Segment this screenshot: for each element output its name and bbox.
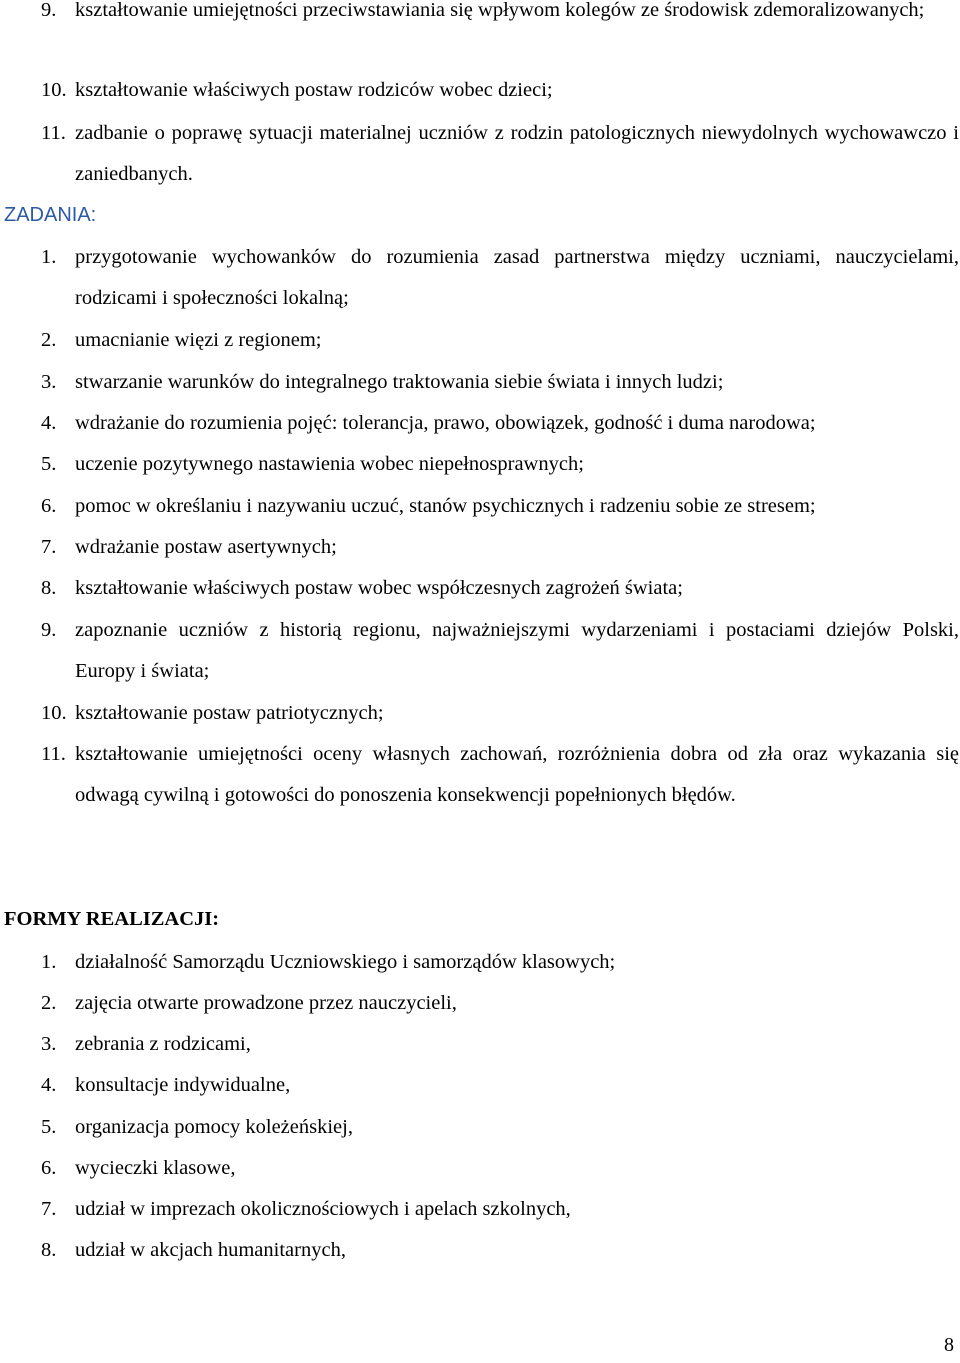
list-item bbox=[41, 362, 959, 403]
list-item-text: wycieczki klasowe, bbox=[75, 1157, 236, 1179]
list-item-text: konsultacje indywidualne, bbox=[75, 1074, 291, 1096]
list-item-text: zajęcia otwarte prowadzone przez nauczycieli, bbox=[75, 992, 457, 1014]
section-heading-zadania: ZADANIA: bbox=[4, 204, 97, 226]
list-item bbox=[41, 403, 959, 444]
list-item-number: 7. bbox=[41, 1198, 57, 1220]
list-item-text: wdrażanie do rozumienia pojęć: tolerancja, prawo, obowiązek, godność i duma narodowa; bbox=[75, 412, 816, 434]
list-item-text: udział w akcjach humanitarnych, bbox=[75, 1239, 346, 1261]
list-item-number: 4. bbox=[41, 412, 57, 434]
list-item-number: 9. bbox=[41, 0, 57, 21]
list-item-number: 10. bbox=[41, 79, 67, 101]
list-item bbox=[41, 1189, 959, 1230]
list-item-text: udział w imprezach okolicznościowych i apelach szkolnych, bbox=[75, 1198, 571, 1220]
section-heading-formy-realizacji: FORMY REALIZACJI: bbox=[4, 908, 220, 930]
list-item-text: umacnianie więzi z regionem; bbox=[75, 329, 322, 351]
list-item-number: 9. bbox=[41, 619, 57, 641]
list-item-text: uczenie pozytywnego nastawienia wobec niepełnosprawnych; bbox=[75, 453, 584, 475]
list-item bbox=[41, 734, 959, 816]
list-item-number: 5. bbox=[41, 1116, 57, 1138]
list-item-text: organizacja pomocy koleżeńskiej, bbox=[75, 1116, 353, 1138]
list-item bbox=[41, 1107, 959, 1148]
list-item-text: wdrażanie postaw asertywnych; bbox=[75, 536, 337, 558]
list-item-text: przygotowanie wychowanków do rozumienia zasad partnerstwa między uczniami, nauczycielami, rodzicami i społeczności lokalną; bbox=[75, 246, 959, 309]
list-item bbox=[41, 1148, 959, 1189]
list-item-number: 8. bbox=[41, 1239, 57, 1261]
list-item-number: 10. bbox=[41, 702, 67, 724]
list-item-number: 3. bbox=[41, 1033, 57, 1055]
list-item-text: działalność Samorządu Uczniowskiego i samorządów klasowych; bbox=[75, 951, 616, 973]
list-item bbox=[41, 486, 959, 527]
list-item bbox=[41, 1065, 959, 1106]
list-item-number: 4. bbox=[41, 1074, 57, 1096]
list-item-text: kształtowanie umiejętności przeciwstawiania się wpływom kolegów ze środowisk zdemoralizowanych; bbox=[75, 0, 925, 21]
list-item bbox=[41, 527, 959, 568]
list-item-number: 5. bbox=[41, 453, 57, 475]
list-item bbox=[41, 1230, 959, 1271]
list-item bbox=[41, 0, 959, 31]
list-item-text: stwarzanie warunków do integralnego traktowania siebie świata i innych ludzi; bbox=[75, 371, 724, 393]
list-item bbox=[41, 237, 959, 319]
list-item-text: zadbanie o poprawę sytuacji materialnej uczniów z rodzin patologicznych niewydolnych wychowawczo i zaniedbanych. bbox=[75, 122, 959, 185]
list-item bbox=[41, 444, 959, 485]
list-item-text: kształtowanie właściwych postaw rodziców wobec dzieci; bbox=[75, 79, 553, 101]
list-item-number: 1. bbox=[41, 246, 57, 268]
list-item bbox=[41, 1024, 959, 1065]
list-item-number: 8. bbox=[41, 577, 57, 599]
page-number: 8 bbox=[944, 1334, 954, 1356]
list-item bbox=[41, 983, 959, 1024]
list-item-number: 11. bbox=[41, 743, 66, 765]
list-item-text: kształtowanie właściwych postaw wobec współczesnych zagrożeń świata; bbox=[75, 577, 683, 599]
list-item-number: 2. bbox=[41, 992, 57, 1014]
list-item-number: 6. bbox=[41, 495, 57, 517]
list-item-number: 3. bbox=[41, 371, 57, 393]
list-item-text: kształtowanie umiejętności oceny własnych zachowań, rozróżnienia dobra od zła oraz wykazania się odwagą cywilną i gotowości do ponoszenia konsekwencji popełnionych błędów. bbox=[75, 743, 959, 806]
list-item-text: kształtowanie postaw patriotycznych; bbox=[75, 702, 384, 724]
list-item-text: zebrania z rodzicami, bbox=[75, 1033, 251, 1055]
list-item-number: 6. bbox=[41, 1157, 57, 1179]
list-item-number: 7. bbox=[41, 536, 57, 558]
list-item-text: zapoznanie uczniów z historią regionu, najważniejszymi wydarzeniami i postaciami dziejów Polski, Europy i świata; bbox=[75, 619, 959, 682]
list-item bbox=[41, 70, 959, 111]
list-item bbox=[41, 693, 959, 734]
list-item-number: 11. bbox=[41, 122, 66, 144]
list-item bbox=[41, 568, 959, 609]
list-item bbox=[41, 610, 959, 692]
list-item bbox=[41, 942, 959, 983]
list-item-number: 2. bbox=[41, 329, 57, 351]
list-item-number: 1. bbox=[41, 951, 57, 973]
list-item bbox=[41, 320, 959, 361]
list-item-text: pomoc w określaniu i nazywaniu uczuć, stanów psychicznych i radzeniu sobie ze stresem; bbox=[75, 495, 816, 517]
list-item bbox=[41, 113, 959, 195]
